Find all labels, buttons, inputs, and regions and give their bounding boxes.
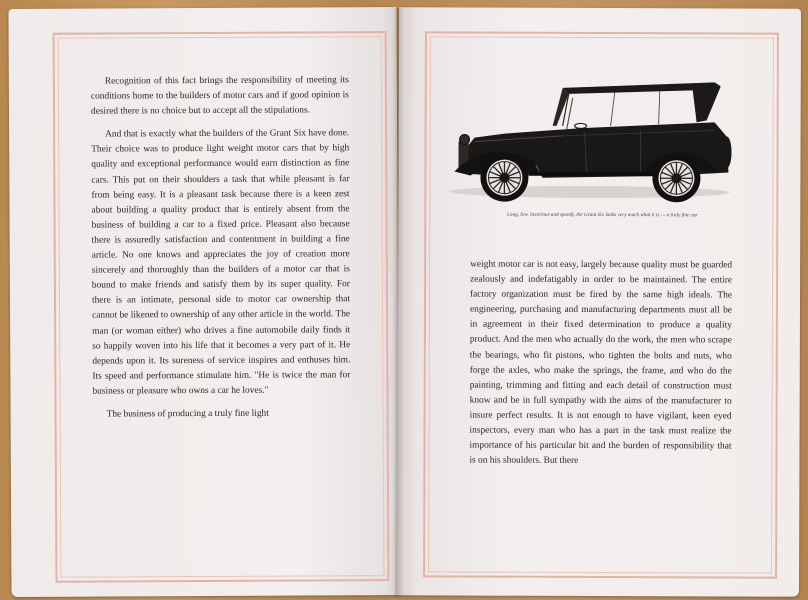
left-page-text — [91, 73, 351, 430]
paragraph: And that is exactly what the builders of the Grant Six have done. Their choice was to produce light weight motor cars that by high quality and exceptional performance would earn distinction as fine cars. This put on their shoulders a task that while pleasant is far from being easy. It is a pleasant task because there is a keen zest about building a quality product that is entirely absent from the business of building a car to a fixed price. Pleasant also because there is assuredly satisfaction and contentment in building a fine article. No one knows and appreciates the joy of creation more sincerely and thoroughly than the builders of a motor car that is bound to make friends and satisfy them by its super quality. For there is an intimate, personal side to motor car ownership that cannot be likened to ownership of any other article in the world. The man (or woman either) who drives a fine automobile daily finds it so happily woven into his life that it becomes a very part of it. He depends upon it. Its sureness of service inspires and enthuses him. Its speed and performance stimulate him. "He is twice the man for business or pleasure who owns a car he loves." — [91, 128, 351, 397]
right-page — [397, 7, 801, 596]
paragraph: weight motor car is not easy, largely because quality must be guarded zealously and indefatigably in order to be maintained. The entire factory organization must be fired by the same high ideals. The engineering, purchasing and manufacturing departments must all be in agreement in their fixed determination to produce a quality product. And the men who actually do the work, the men who scrape the bearings, who fit pistons, who tighten the bolts and nuts, who forge the axles, who make the springs, the frame, and who do the painting, trimming and fitting and each detail of construction must know and be in full sympathy with the aims of the manufacturer to insure perfect results. It is not enough to have vigilant, keen eyed inspectors, every man who has a part in the task must realize the importance of his particular bit and the burden of responsibility that is on his shoulders. But there — [469, 259, 733, 467]
paragraph: Recognition of this fact brings the responsibility of meeting its conditions home to the builders of motor cars and if good opinion is desired there is no choice but to accept all the stipulations. — [90, 75, 349, 117]
left-page — [8, 7, 399, 597]
touring-car-illustration — [444, 75, 734, 206]
right-page-text — [469, 258, 732, 478]
car-illustration — [444, 75, 734, 206]
book-gutter — [392, 8, 404, 596]
paragraph: The business of producing a truly fine light — [106, 408, 269, 420]
illustration-caption: Long, low, luxurious and speedy, the Grant Six looks very much what it is — a truly fine car — [507, 211, 698, 219]
